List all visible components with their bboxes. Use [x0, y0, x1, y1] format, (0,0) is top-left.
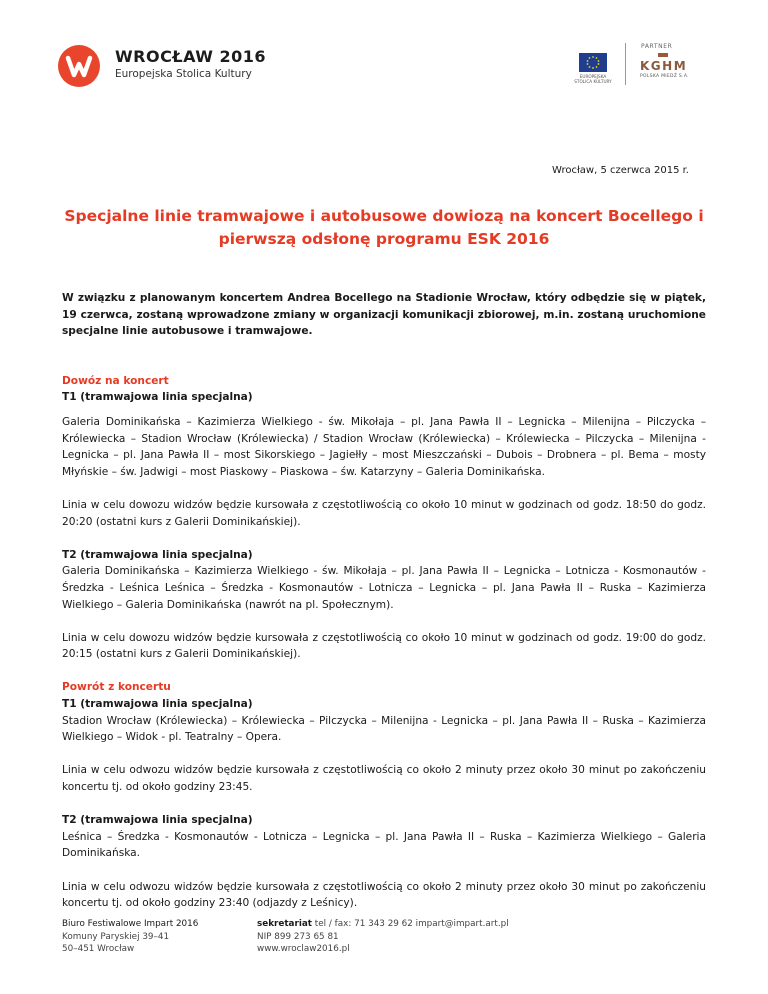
route-description: Stadion Wrocław (Królewiecka) – Królewiecka – Pilczycka – Milenijna - Legnicka – pl. Jana Pawła II – Ruska – Kazimierza Wielkiego – Widok - pl. Teatralny – Opera. — [62, 714, 706, 744]
line-frequency-info: Linia w celu dowozu widzów będzie kursowała z częstotliwością co około 10 minut w godzinach od godz. 19:00 do godz. 20:15 (ostatni kurs z Galerii Dominikańskiej). — [62, 631, 706, 661]
logo-subtitle: Europejska Stolica Kultury — [115, 68, 252, 80]
line-frequency-info: Linia w celu odwozu widzów będzie kursowała z częstotliwością co około 2 minuty przez około 30 minut po zakończeniu koncertu tj. od około godziny 23:40 (odjazdy z Leśnicy). — [62, 880, 706, 910]
footer-nip: NIP 899 273 65 81 — [257, 931, 339, 942]
section-title-return: Powrót z koncertu — [62, 681, 171, 694]
wroclaw-logo-icon — [58, 45, 100, 87]
line-heading: T2 (tramwajowa linia specjalna) — [62, 548, 253, 561]
lead-paragraph: W związku z planowanym koncertem Andrea Bocellego na Stadionie Wrocław, który odbędzie się w piątek, 19 czerwca, zostaną wprowadzone zmiany w organizacji komunikacji zbiorowej, m.in. zostaną uruchomione specjalne linie autobusowe i tramwajowe. — [62, 292, 706, 338]
footer-contact-value: tel / fax: 71 343 29 62 impart@impart.art.pl — [312, 919, 509, 929]
line-heading: T2 (tramwajowa linia specjalna) — [62, 814, 253, 827]
footer-org-name: Biuro Festiwalowe Impart 2016 — [62, 919, 199, 929]
kghm-logo-icon — [658, 53, 668, 57]
line-heading: T1 (tramwajowa linia specjalna) — [62, 698, 253, 711]
route-description: Galeria Dominikańska – Kazimierza Wielkiego - św. Mikołaja – pl. Jana Pawła II – Legnicka – Lotnicza - Kosmonautów - Średzka - Leśnica Leśnica – Średzka - Kosmonautów - Lotnicza – Legnicka – pl. Jana Pawła II – Ruska – Kazimierza Wielkiego – Galeria Dominikańska (nawrót na pl. Społecznym). — [62, 565, 706, 611]
eu-flag-icon — [579, 53, 607, 72]
partner-divider — [625, 43, 626, 85]
eu-caption: EUROPEJSKA STOLICA KULTURY — [574, 74, 612, 84]
line-frequency-info: Linia w celu odwozu widzów będzie kursowała z częstotliwością co około 2 minuty przez około 30 minut po zakończeniu koncertu tj. od około godziny 23:45. — [62, 764, 706, 794]
line-frequency-info: Linia w celu dowozu widzów będzie kursowała z częstotliwością co około 10 minut w godzinach od godz. 18:50 do godz. 20:20 (ostatni kurs z Galerii Dominikańskiej). — [62, 498, 706, 528]
route-description: Leśnica – Średzka - Kosmonautów - Lotnicza – Legnicka – pl. Jana Pawła II – Ruska – Kazimierza Wielkiego – Galeria Dominikańska. — [62, 830, 706, 860]
section-title-delivery: Dowóz na koncert — [62, 374, 169, 387]
footer-city: 50–451 Wrocław — [62, 944, 135, 954]
kghm-name: KGHM — [640, 59, 688, 73]
footer-contact — [257, 918, 509, 956]
footer-contact-label: sekretariat — [257, 919, 312, 929]
footer-address — [62, 918, 198, 956]
line-heading: T1 (tramwajowa linia specjalna) — [62, 391, 253, 404]
kghm-subtitle: POLSKA MIEDŹ S.A. — [640, 74, 689, 79]
route-description: Galeria Dominikańska – Kazimierza Wielkiego - św. Mikołaja – pl. Jana Pawła II – Legnicka – Milenijna – Pilczycka – Królewiecka – Stadion Wrocław (Królewiecka) / Stadion Wrocław (Królewiecka) – Królewiecka – Pilczycka – Milenijna - Legnicka – pl. Jana Pawła II – most Sikorskiego – Jagiełły – most Mieszczański – Dubois – Drobnera – pl. Bema – mosty Młyńskie – św. Jadwigi – most Piaskowy – Piaskowa – św. Katarzyny – Galeria Dominikańska. — [62, 415, 706, 478]
headline: Specjalne linie tramwajowe i autobusowe dowiozą na koncert Bocellego i pierwszą odsłonę programu ESK 2016 — [64, 207, 704, 248]
footer-website-link[interactable]: www.wroclaw2016.pl — [257, 944, 350, 954]
press-release-body — [62, 290, 706, 912]
partner-label: PARTNER — [641, 43, 673, 50]
footer-street: Komuny Paryskiej 39–41 — [62, 931, 170, 942]
dateline: Wrocław, 5 czerwca 2015 r. — [552, 165, 689, 176]
logo-title: WROCŁAW 2016 — [115, 47, 266, 66]
